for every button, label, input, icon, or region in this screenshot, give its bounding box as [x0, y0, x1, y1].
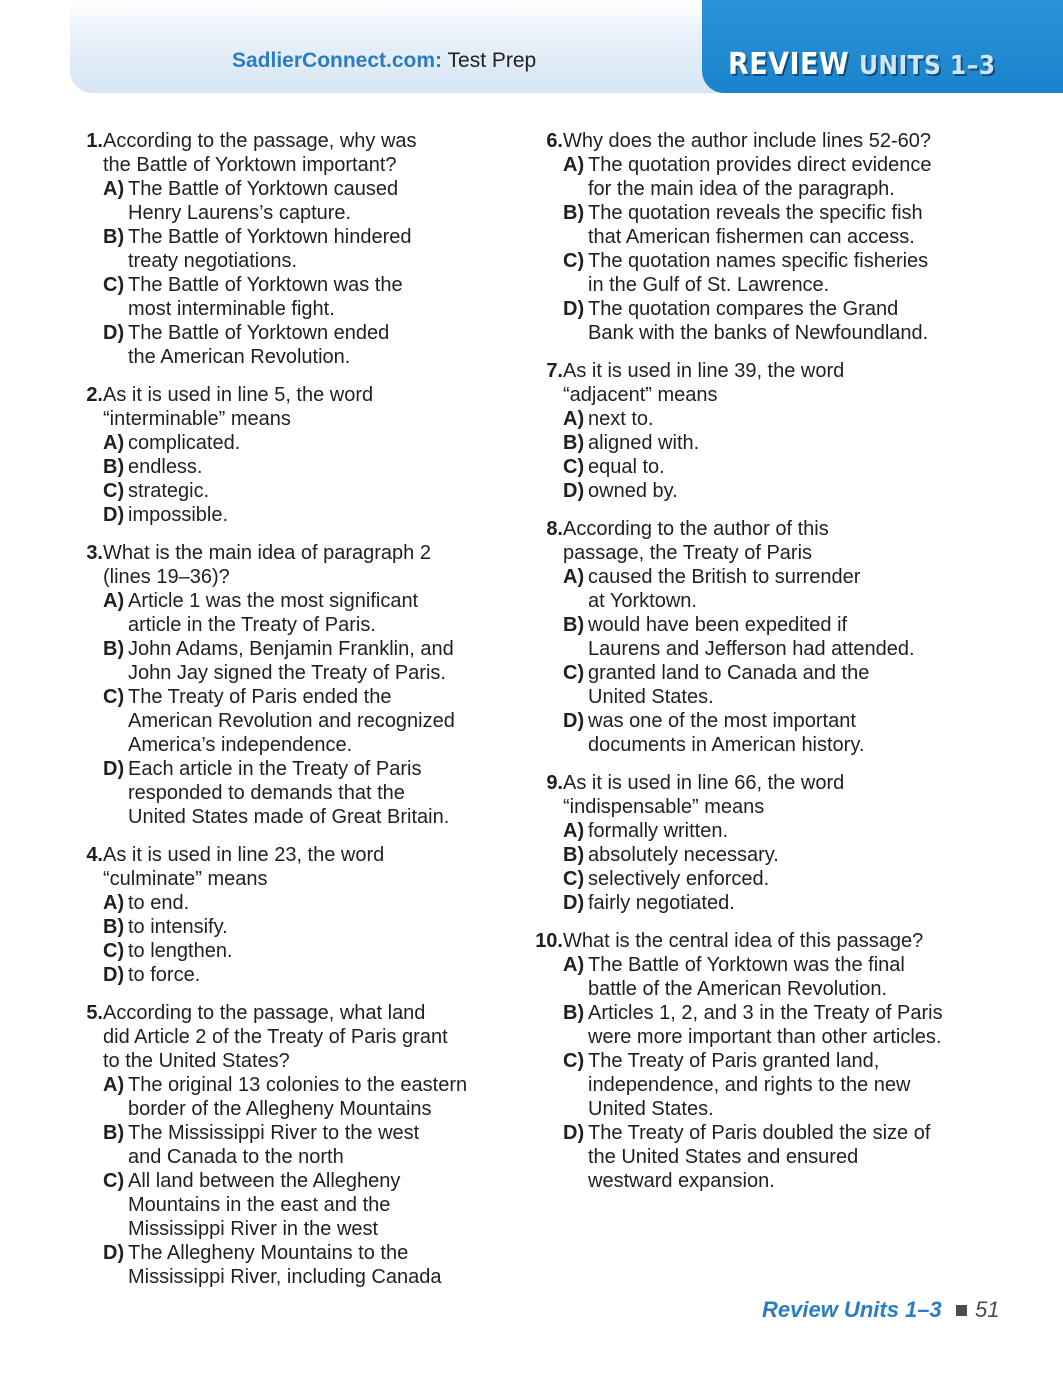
answer-option-letter: D)	[103, 758, 125, 780]
site-brand: SadlierConnect.com:	[232, 49, 443, 72]
answer-option-text: The Mississippi River to the west	[128, 1122, 420, 1144]
answer-option-line[interactable]	[103, 939, 500, 963]
answer-option-letter: A)	[103, 1074, 125, 1096]
answer-option-text: responded to demands that the	[128, 782, 405, 804]
answer-option-letter	[103, 345, 128, 369]
answer-option-text: and Canada to the north	[128, 1146, 344, 1168]
question-stem-line	[70, 1001, 500, 1025]
question-stem-line	[530, 129, 990, 153]
question-stem-text: passage, the Treaty of Paris	[563, 542, 813, 564]
answer-option-letter	[103, 1193, 128, 1217]
answer-option-text: aligned with.	[588, 432, 700, 454]
answer-option-text: article in the Treaty of Paris.	[128, 614, 376, 636]
answer-option-line[interactable]	[563, 1001, 990, 1025]
answer-option-letter: A)	[563, 408, 585, 430]
answer-option-text: next to.	[588, 408, 654, 430]
answer-option-text: formally written.	[588, 820, 729, 842]
answer-option-line[interactable]	[103, 177, 500, 201]
answer-option-letter	[563, 637, 588, 661]
answer-option-text: United States made of Great Britain.	[128, 806, 450, 828]
answer-option-line[interactable]	[103, 709, 500, 733]
answer-option-letter	[103, 613, 128, 637]
site-section: Test Prep	[447, 49, 537, 72]
answer-option-text: treaty negotiations.	[128, 250, 297, 272]
answer-option-line[interactable]	[103, 479, 500, 503]
answer-option-text: to force.	[128, 964, 201, 986]
question-stem-line	[70, 1025, 500, 1049]
answer-option-line[interactable]	[103, 1265, 500, 1289]
review-word: REVIEW	[728, 47, 850, 82]
answer-option-line[interactable]	[563, 637, 990, 661]
answer-option-letter: B)	[563, 1002, 585, 1024]
question-number	[530, 795, 563, 819]
answer-option-letter	[103, 1265, 128, 1289]
question-number: 1.	[86, 130, 103, 152]
question-number: 2.	[86, 384, 103, 406]
answer-option-line[interactable]	[563, 685, 990, 709]
answer-option-letter	[103, 709, 128, 733]
question-stem-text: (lines 19–36)?	[103, 566, 230, 588]
question-stem-text: As it is used in line 39, the word	[563, 360, 845, 382]
answer-option-text: equal to.	[588, 456, 665, 478]
question-number: 8.	[546, 518, 563, 540]
answer-option-line[interactable]	[563, 297, 990, 321]
answer-option-text: Mississippi River, including Canada	[128, 1266, 442, 1288]
answer-option-text: most interminable fight.	[128, 298, 335, 320]
answer-option-letter: B)	[103, 916, 125, 938]
answer-option-letter: B)	[103, 456, 125, 478]
answer-option-line[interactable]	[563, 819, 990, 843]
answer-option-line[interactable]	[563, 1049, 990, 1073]
answer-option-line[interactable]	[563, 589, 990, 613]
question-number: 6.	[546, 130, 563, 152]
question-stem-text: What is the main idea of paragraph 2	[103, 542, 431, 564]
question-number	[70, 153, 103, 177]
question-stem-line	[70, 867, 500, 891]
answer-option-letter: D)	[563, 892, 585, 914]
question-stem-text: the Battle of Yorktown important?	[103, 154, 397, 176]
answer-option-letter	[563, 225, 588, 249]
answer-option-text: fairly negotiated.	[588, 892, 735, 914]
answer-option-text: The Treaty of Paris doubled the size of	[588, 1122, 931, 1144]
answer-option-text: The Battle of Yorktown hindered	[128, 226, 412, 248]
answer-option-text: battle of the American Revolution.	[588, 978, 888, 1000]
answer-option-letter	[563, 273, 588, 297]
answer-option-text: for the main idea of the paragraph.	[588, 178, 895, 200]
answer-option-line[interactable]	[563, 407, 990, 431]
answer-option-letter: B)	[563, 432, 585, 454]
review-units: UNITS 1–3	[858, 51, 996, 81]
answer-option-letter	[103, 201, 128, 225]
answer-option-text: The original 13 colonies to the eastern	[128, 1074, 468, 1096]
question-stem-text: What is the central idea of this passage?	[563, 930, 924, 952]
answer-option-line[interactable]	[563, 321, 990, 345]
answer-option-line[interactable]	[103, 805, 500, 829]
answer-option-line[interactable]	[563, 843, 990, 867]
answer-option-text: would have been expedited if	[588, 614, 848, 636]
question-stem-text: As it is used in line 23, the word	[103, 844, 385, 866]
answer-option-line[interactable]	[563, 661, 990, 685]
question	[70, 383, 500, 527]
answer-option-text: strategic.	[128, 480, 210, 502]
answer-option-line[interactable]	[103, 1169, 500, 1193]
answer-option-letter: D)	[103, 1242, 125, 1264]
review-title	[728, 47, 996, 82]
answer-option-letter: C)	[103, 686, 125, 708]
answer-option-line[interactable]	[563, 733, 990, 757]
answer-option-line[interactable]	[103, 891, 500, 915]
question-stem-line	[70, 407, 500, 431]
question-number	[70, 565, 103, 589]
question-stem-text: did Article 2 of the Treaty of Paris grant	[103, 1026, 448, 1048]
answer-option-letter	[563, 177, 588, 201]
answer-option-text: westward expansion.	[588, 1170, 775, 1192]
question-stem-text: “adjacent” means	[563, 384, 718, 406]
answer-option-line[interactable]	[563, 479, 990, 503]
answer-option-text: that American fishermen can access.	[588, 226, 915, 248]
answer-option-text: absolutely necessary.	[588, 844, 779, 866]
answer-option-line[interactable]	[103, 431, 500, 455]
answer-option-line[interactable]	[103, 757, 500, 781]
question-number	[530, 541, 563, 565]
answer-option-line[interactable]	[103, 733, 500, 757]
footer-separator-square	[956, 1305, 967, 1316]
answer-option-letter	[563, 733, 588, 757]
answer-option-line[interactable]	[103, 1073, 500, 1097]
answer-option-line[interactable]	[563, 153, 990, 177]
answer-option-line[interactable]	[563, 455, 990, 479]
question-stem-text: According to the passage, what land	[103, 1002, 426, 1024]
question-stem-text: According to the author of this	[563, 518, 829, 540]
answer-option-letter	[563, 1169, 588, 1193]
answer-option-text: America’s independence.	[128, 734, 353, 756]
answer-option-line[interactable]	[103, 345, 500, 369]
answer-option-text: The quotation provides direct evidence	[588, 154, 932, 176]
answer-option-line[interactable]	[103, 589, 500, 613]
answer-option-text: John Adams, Benjamin Franklin, and	[128, 638, 454, 660]
question	[530, 517, 990, 757]
question-number	[70, 407, 103, 431]
answer-option-text: The quotation names specific fisheries	[588, 250, 929, 272]
answer-option-line[interactable]	[563, 177, 990, 201]
answer-option-letter: C)	[103, 480, 125, 502]
answer-option-line[interactable]	[563, 201, 990, 225]
answer-option-text: border of the Allegheny Mountains	[128, 1098, 432, 1120]
answer-option-letter	[103, 781, 128, 805]
answer-option-line[interactable]	[103, 273, 500, 297]
answer-option-line[interactable]	[103, 201, 500, 225]
answer-option-letter	[563, 1145, 588, 1169]
answer-option-text: the American Revolution.	[128, 346, 351, 368]
question	[70, 843, 500, 987]
answer-option-letter	[563, 1097, 588, 1121]
question-number: 5.	[86, 1002, 103, 1024]
answer-option-line[interactable]	[103, 225, 500, 249]
answer-option-letter: D)	[103, 504, 125, 526]
answer-option-text: The quotation reveals the specific fish	[588, 202, 923, 224]
answer-option-letter: B)	[103, 638, 125, 660]
answer-option-letter	[103, 805, 128, 829]
answer-option-letter: C)	[563, 250, 585, 272]
answer-option-letter: A)	[563, 566, 585, 588]
answer-option-line[interactable]	[563, 613, 990, 637]
question-stem-text: to the United States?	[103, 1050, 290, 1072]
answer-option-text: The quotation compares the Grand	[588, 298, 899, 320]
answer-option-text: in the Gulf of St. Lawrence.	[588, 274, 830, 296]
answer-option-letter	[563, 1025, 588, 1049]
answer-option-text: Article 1 was the most significant	[128, 590, 419, 612]
answer-option-letter: A)	[103, 178, 125, 200]
answer-option-line[interactable]	[103, 455, 500, 479]
question-stem-line	[70, 541, 500, 565]
answer-option-text: were more important than other articles.	[588, 1026, 942, 1048]
header-site-label	[232, 49, 536, 73]
answer-option-text: was one of the most important	[588, 710, 856, 732]
answer-option-text: The Battle of Yorktown caused	[128, 178, 399, 200]
answer-option-line[interactable]	[563, 1073, 990, 1097]
answer-option-letter: B)	[563, 844, 585, 866]
answer-option-line[interactable]	[563, 1169, 990, 1193]
answer-option-letter: A)	[103, 892, 125, 914]
question-number	[530, 383, 563, 407]
question-stem-line	[530, 359, 990, 383]
answer-option-text: The Battle of Yorktown ended	[128, 322, 390, 344]
question-stem-line	[70, 843, 500, 867]
question-number: 3.	[86, 542, 103, 564]
answer-option-line[interactable]	[103, 503, 500, 527]
answer-option-letter: B)	[563, 202, 585, 224]
answer-option-line[interactable]	[103, 685, 500, 709]
answer-option-line[interactable]	[563, 1145, 990, 1169]
answer-option-line[interactable]	[103, 637, 500, 661]
question-stem-text: “indispensable” means	[563, 796, 765, 818]
answer-option-letter: C)	[563, 662, 585, 684]
answer-option-line[interactable]	[103, 1145, 500, 1169]
answer-option-text: The Treaty of Paris granted land,	[588, 1050, 880, 1072]
question-number: 7.	[546, 360, 563, 382]
answer-option-line[interactable]	[563, 431, 990, 455]
question-stem-text: Why does the author include lines 52-60?	[563, 130, 932, 152]
question-stem-text: “interminable” means	[103, 408, 291, 430]
answer-option-line[interactable]	[103, 661, 500, 685]
questions-left-column	[70, 129, 500, 1303]
answer-option-line[interactable]	[103, 1121, 500, 1145]
question-stem-line	[530, 795, 990, 819]
answer-option-letter: C)	[103, 274, 125, 296]
answer-option-line[interactable]	[563, 977, 990, 1001]
answer-option-line[interactable]	[103, 297, 500, 321]
question	[70, 129, 500, 369]
answer-option-text: The Allegheny Mountains to the	[128, 1242, 409, 1264]
question-stem-line	[70, 565, 500, 589]
question-number: 9.	[546, 772, 563, 794]
question	[70, 1001, 500, 1289]
answer-option-text: American Revolution and recognized	[128, 710, 455, 732]
answer-option-line[interactable]	[103, 1241, 500, 1265]
answer-option-text: independence, and rights to the new	[588, 1074, 911, 1096]
answer-option-letter: A)	[563, 820, 585, 842]
answer-option-letter: B)	[103, 1122, 125, 1144]
answer-option-letter	[103, 1145, 128, 1169]
question-stem-line	[70, 1049, 500, 1073]
question-number	[70, 1049, 103, 1073]
question-stem-line	[530, 383, 990, 407]
answer-option-line[interactable]	[563, 709, 990, 733]
question-number: 4.	[86, 844, 103, 866]
answer-option-letter: C)	[563, 868, 585, 890]
answer-option-letter	[563, 1073, 588, 1097]
answer-option-text: Henry Laurens’s capture.	[128, 202, 352, 224]
answer-option-text: impossible.	[128, 504, 229, 526]
answer-option-line[interactable]	[103, 321, 500, 345]
page-number: 51	[975, 1297, 1000, 1322]
question-stem-line	[530, 771, 990, 795]
question-stem-text: “culminate” means	[103, 868, 268, 890]
question	[530, 771, 990, 915]
questions-right-column	[530, 129, 990, 1207]
question	[530, 129, 990, 345]
question	[530, 929, 990, 1193]
answer-option-text: The Battle of Yorktown was the final	[588, 954, 905, 976]
question-stem-line	[70, 153, 500, 177]
question-stem-line	[70, 383, 500, 407]
answer-option-line[interactable]	[103, 249, 500, 273]
answer-option-line[interactable]	[103, 963, 500, 987]
answer-option-letter: A)	[563, 154, 585, 176]
answer-option-line[interactable]	[563, 1121, 990, 1145]
answer-option-letter: D)	[103, 964, 125, 986]
answer-option-line[interactable]	[563, 891, 990, 915]
answer-option-letter	[103, 297, 128, 321]
answer-option-letter: D)	[103, 322, 125, 344]
answer-option-letter: B)	[103, 226, 125, 248]
answer-option-text: to intensify.	[128, 916, 228, 938]
answer-option-text: The Treaty of Paris ended the	[128, 686, 392, 708]
question-stem-line	[530, 517, 990, 541]
answer-option-text: John Jay signed the Treaty of Paris.	[128, 662, 446, 684]
answer-option-letter: A)	[563, 954, 585, 976]
answer-option-text: Laurens and Jefferson had attended.	[588, 638, 915, 660]
question	[530, 359, 990, 503]
answer-option-text: granted land to Canada and the	[588, 662, 870, 684]
question-stem-line	[530, 929, 990, 953]
answer-option-letter	[563, 977, 588, 1001]
answer-option-text: selectively enforced.	[588, 868, 770, 890]
answer-option-letter: D)	[563, 710, 585, 732]
answer-option-text: Bank with the banks of Newfoundland.	[588, 322, 929, 344]
question-stem-line	[70, 129, 500, 153]
answer-option-letter: D)	[563, 1122, 585, 1144]
answer-option-text: Articles 1, 2, and 3 in the Treaty of Paris	[588, 1002, 943, 1024]
answer-option-letter: D)	[563, 298, 585, 320]
answer-option-line[interactable]	[563, 225, 990, 249]
answer-option-letter	[563, 321, 588, 345]
answer-option-line[interactable]	[563, 1025, 990, 1049]
answer-option-letter	[103, 1097, 128, 1121]
answer-option-text: at Yorktown.	[588, 590, 697, 612]
answer-option-line[interactable]	[563, 273, 990, 297]
answer-option-line[interactable]	[103, 1097, 500, 1121]
question	[70, 541, 500, 829]
answer-option-letter: A)	[103, 590, 125, 612]
answer-option-text: to lengthen.	[128, 940, 233, 962]
answer-option-text: caused the British to surrender	[588, 566, 861, 588]
answer-option-text: to end.	[128, 892, 190, 914]
answer-option-letter: D)	[563, 480, 585, 502]
answer-option-line[interactable]	[563, 1097, 990, 1121]
answer-option-line[interactable]	[563, 867, 990, 891]
answer-option-text: the United States and ensured	[588, 1146, 859, 1168]
answer-option-line[interactable]	[103, 1193, 500, 1217]
answer-option-letter: C)	[563, 456, 585, 478]
answer-option-text: United States.	[588, 686, 714, 708]
answer-option-text: The Battle of Yorktown was the	[128, 274, 403, 296]
answer-option-line[interactable]	[563, 249, 990, 273]
answer-option-line[interactable]	[103, 915, 500, 939]
answer-option-letter: A)	[103, 432, 125, 454]
answer-option-line[interactable]	[563, 953, 990, 977]
answer-option-text: complicated.	[128, 432, 241, 454]
answer-option-letter: C)	[103, 940, 125, 962]
answer-option-letter	[103, 1217, 128, 1241]
question-stem-text: As it is used in line 66, the word	[563, 772, 845, 794]
question-number	[70, 867, 103, 891]
answer-option-letter	[563, 589, 588, 613]
answer-option-letter: C)	[563, 1050, 585, 1072]
answer-option-line[interactable]	[103, 1217, 500, 1241]
answer-option-letter: B)	[563, 614, 585, 636]
answer-option-letter	[563, 685, 588, 709]
question-number	[70, 1025, 103, 1049]
question-stem-line	[530, 541, 990, 565]
answer-option-letter: C)	[103, 1170, 125, 1192]
answer-option-text: Mountains in the east and the	[128, 1194, 391, 1216]
question-stem-text: According to the passage, why was	[103, 130, 417, 152]
question-stem-text: As it is used in line 5, the word	[103, 384, 374, 406]
answer-option-text: owned by.	[588, 480, 678, 502]
question-number: 10.	[535, 930, 563, 952]
answer-option-line[interactable]	[103, 613, 500, 637]
answer-option-letter	[103, 661, 128, 685]
answer-option-line[interactable]	[563, 565, 990, 589]
footer-label: Review Units 1–3	[762, 1297, 942, 1322]
answer-option-line[interactable]	[103, 781, 500, 805]
answer-option-text: documents in American history.	[588, 734, 865, 756]
answer-option-text: Each article in the Treaty of Paris	[128, 758, 422, 780]
answer-option-text: United States.	[588, 1098, 714, 1120]
answer-option-text: All land between the Allegheny	[128, 1170, 401, 1192]
answer-option-letter	[103, 249, 128, 273]
answer-option-text: endless.	[128, 456, 203, 478]
answer-option-letter	[103, 733, 128, 757]
answer-option-text: Mississippi River in the west	[128, 1218, 379, 1240]
